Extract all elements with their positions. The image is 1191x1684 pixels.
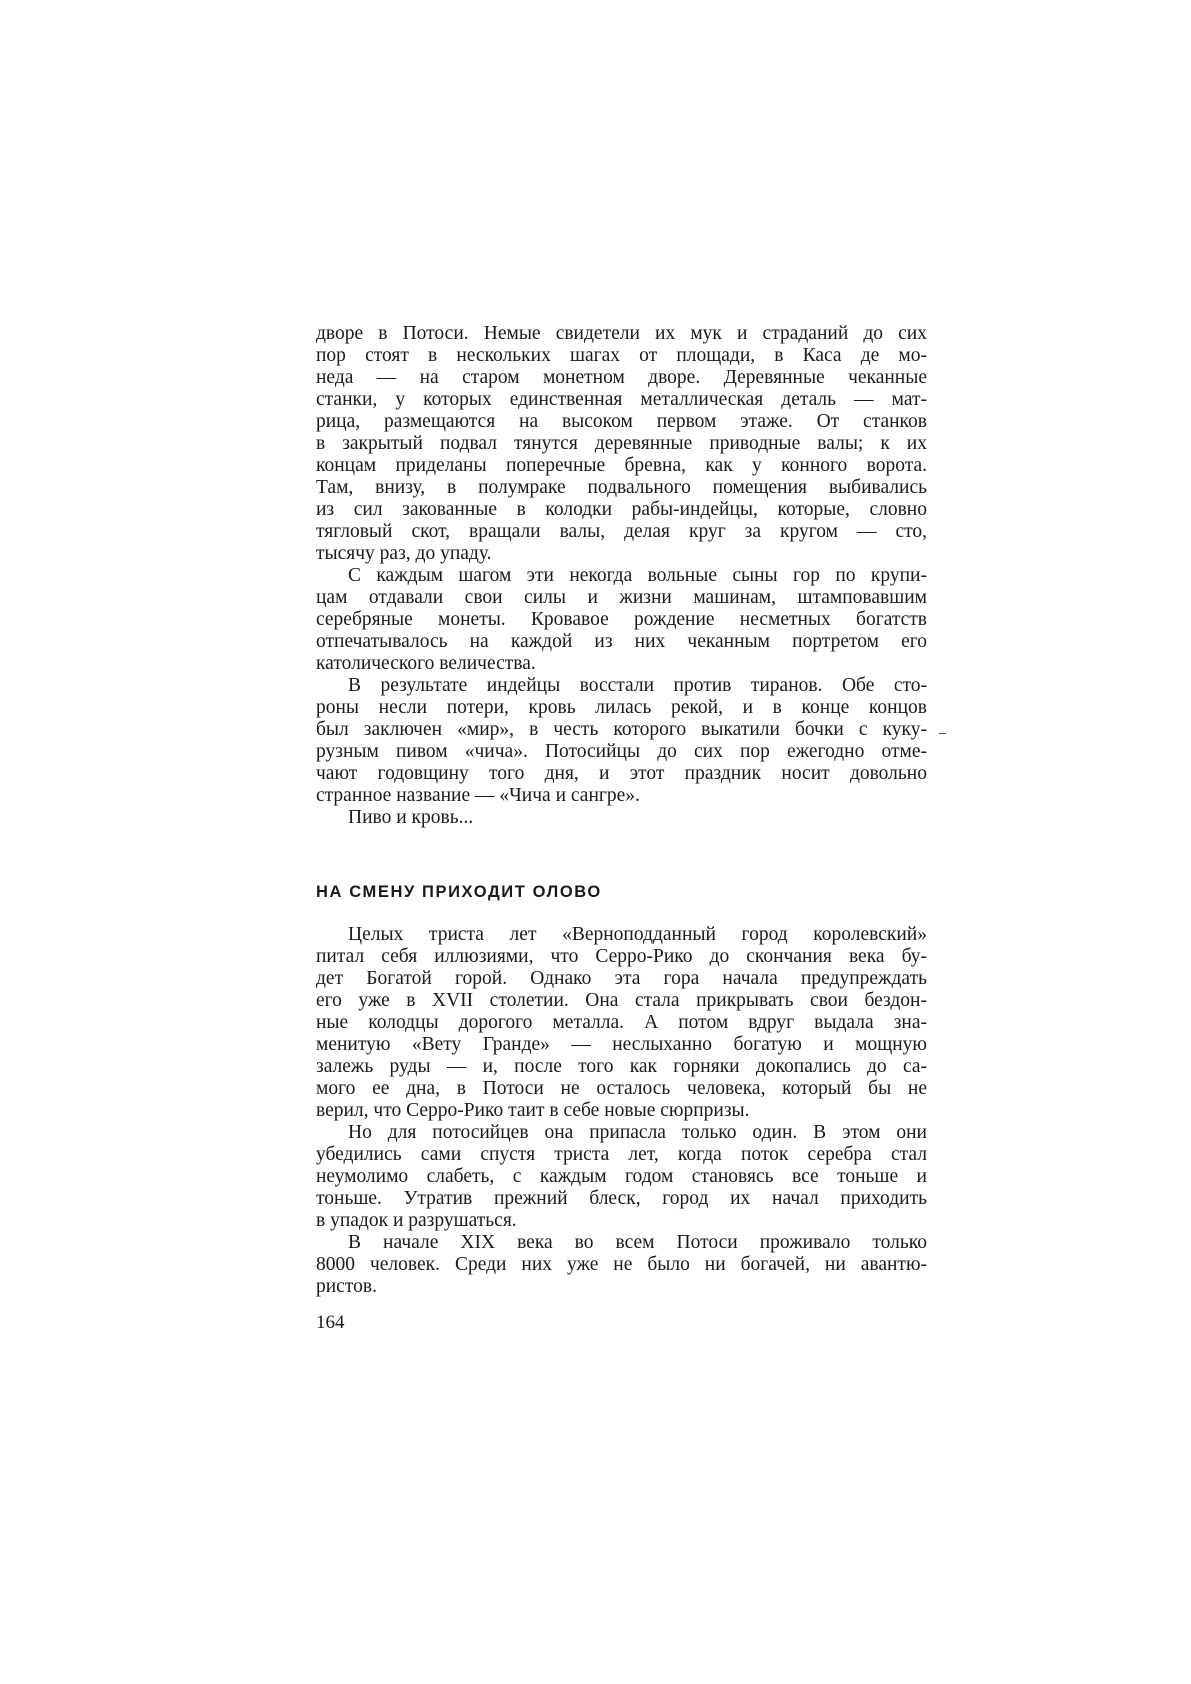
- margin-mark: [939, 733, 946, 734]
- text-line: цам отдавали свои силы и жизни машинам, штамповавшим: [316, 587, 927, 608]
- text-line: верил, что Серро-Рико таит в себе новые сюрпризы.: [316, 1100, 750, 1121]
- text-line: ные колодцы дорогого металла. А потом вдруг выдала зна-: [316, 1012, 927, 1033]
- text-line: С каждым шагом эти некогда вольные сыны гор по крупи-: [348, 565, 927, 586]
- text-line: Целых триста лет «Верноподданный город королевский»: [348, 924, 927, 945]
- text-line: в упадок и разрушаться.: [316, 1210, 517, 1231]
- paragraph: [316, 1122, 927, 1232]
- paragraph: [316, 1232, 927, 1298]
- text-line: мого ее дна, в Потоси не осталось человека, который бы не: [316, 1078, 927, 1099]
- paragraph: [316, 924, 927, 1122]
- text-line: рузным пивом «чича». Потосийцы до сих пор ежегодно отме-: [316, 741, 927, 762]
- text-line: роны несли потери, кровь лилась рекой, и в конце концов: [316, 697, 927, 718]
- text-line: В результате индейцы восстали против тиранов. Обе сто-: [348, 675, 927, 696]
- text-line: Но для потосийцев она припасла только один. В этом они: [348, 1122, 927, 1143]
- paragraph: [316, 675, 927, 807]
- text-line: 8000 человек. Среди них уже не было ни богачей, ни авантю-: [316, 1254, 927, 1275]
- text-line: В начале XIX века во всем Потоси проживало только: [348, 1232, 927, 1253]
- text-line: отпечатывалось на каждой из них чеканным портретом его: [316, 631, 927, 652]
- text-line: из сил закованные в колодки рабы-индейцы, которые, словно: [316, 499, 927, 520]
- text-line: пор стоят в нескольких шагах от площади, в Каса де мо-: [316, 345, 927, 366]
- text-section-2: [316, 924, 927, 1298]
- text-line: ристов.: [316, 1276, 377, 1297]
- page-number: 164: [316, 1312, 345, 1333]
- text-line: тоньше. Утратив прежний блеск, город их начал приходить: [316, 1188, 927, 1209]
- text-line: был заключен «мир», в честь которого выкатили бочки с куку-: [316, 719, 927, 740]
- text-line: дет Богатой горой. Однако эта гора начала предупреждать: [316, 968, 927, 989]
- text-line: тысячу раз, до упаду.: [316, 543, 492, 564]
- text-line: убедились сами спустя триста лет, когда поток серебра стал: [316, 1144, 927, 1165]
- text-section-1: [316, 323, 927, 829]
- text-line: Пиво и кровь...: [348, 807, 474, 828]
- text-line: рица, размещаются на высоком первом этаже. От станков: [316, 411, 927, 432]
- text-line: станки, у которых единственная металлическая деталь — мат-: [316, 389, 927, 410]
- text-line: его уже в XVII столетии. Она стала прикрывать свои бездон-: [316, 990, 927, 1011]
- text-line: неда — на старом монетном дворе. Деревянные чеканные: [316, 367, 927, 388]
- text-line: в закрытый подвал тянутся деревянные приводные валы; к их: [316, 433, 927, 454]
- text-line: дворе в Потоси. Немые свидетели их мук и страданий до сих: [316, 323, 927, 344]
- text-line: неумолимо слабеть, с каждым годом становясь все тоньше и: [316, 1166, 927, 1187]
- text-line: католического величества.: [316, 653, 536, 674]
- text-line: тягловый скот, вращали валы, делая круг за кругом — сто,: [316, 521, 927, 542]
- section-heading: НА СМЕНУ ПРИХОДИТ ОЛОВО: [316, 883, 602, 901]
- text-line: странное название — «Чича и сангре».: [316, 785, 640, 806]
- paragraph: [316, 323, 927, 565]
- text-line: Там, внизу, в полумраке подвального помещения выбивались: [316, 477, 927, 498]
- text-line: питал себя иллюзиями, что Серро-Рико до скончания века бу-: [316, 946, 927, 967]
- text-line: серебряные монеты. Кровавое рождение несметных богатств: [316, 609, 927, 630]
- text-line: чают годовщину того дня, и этот праздник носит довольно: [316, 763, 927, 784]
- text-line: концам приделаны поперечные бревна, как у конного ворота.: [316, 455, 927, 476]
- paragraph: [316, 565, 927, 675]
- paragraph: [316, 807, 927, 829]
- text-line: залежь руды — и, после того как горняки докопались до са-: [316, 1056, 927, 1077]
- text-line: менитую «Вету Гранде» — неслыханно богатую и мощную: [316, 1034, 927, 1055]
